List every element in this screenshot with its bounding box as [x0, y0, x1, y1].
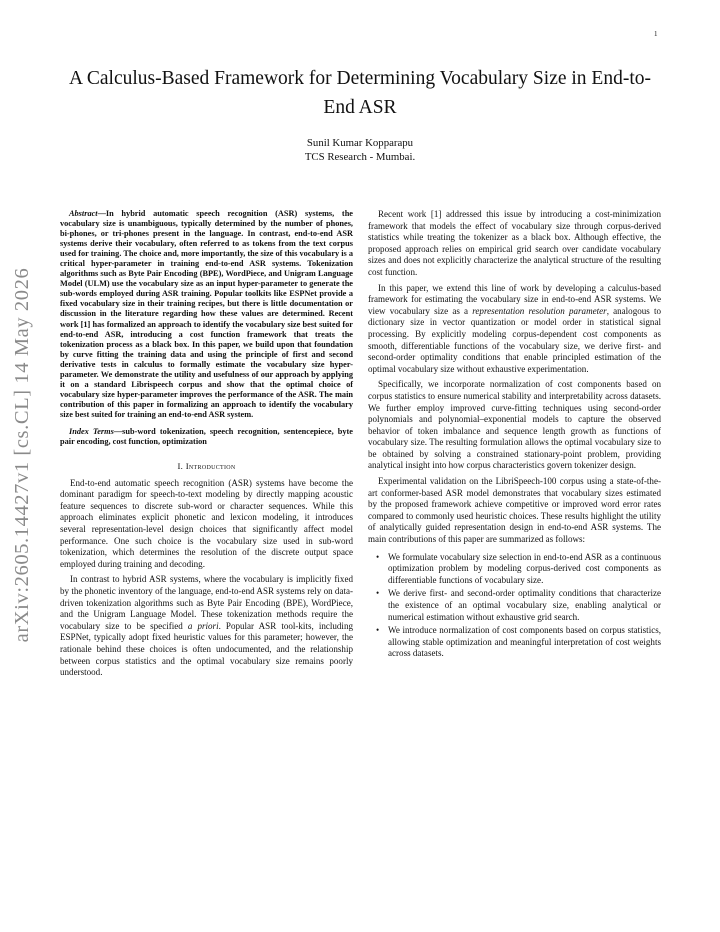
- abstract-lead: Abstract: [69, 209, 98, 218]
- section-heading-introduction: [60, 461, 353, 473]
- abstract: [60, 209, 353, 420]
- intro-p2-text-a: In contrast to hybrid ASR systems, where the vocabulary is implicitly fixed by the phonetic inventory of the language, end-to-end ASR systems rely on data-driven tokenization algorithms such as Byte Pair Encoding (BPE), WordPiece, and the Unigram Language Model. These tokenization methods require the vocabulary size to be specified: [60, 574, 353, 631]
- right-paragraph-1: Recent work [1] addressed this issue by introducing a cost-minimization framework that models the effect of vocabulary size through corpus-derived statistics while treating the tokenizer as a black box. Although effective, the proposed approach relies on empirical grid search over candidate vocabulary sizes and does not explicitly characterize the analytical structure of the resulting cost function.: [368, 209, 661, 277]
- left-column: [60, 209, 353, 679]
- section-number: I.: [177, 461, 184, 472]
- right-paragraph-3: Specifically, we incorporate normalization of cost components based on corpus statistics to ensure numerical stability and interpretability across datasets. We further employ improved curve-fitting techniques using second-order polynomials and polynomial–exponential models to capture the observed behavior of token imbalance and sequence length growth as functions of vocabulary size. The resulting formulation allows the optimal vocabulary size to be obtained by solving a constrained stationary-point problem, providing analytical insight into how corpus characteristics govern tokenizer design.: [368, 379, 661, 471]
- right-p2-emphasis: representation resolution parameter: [472, 305, 607, 316]
- arxiv-identifier: arXiv:2605.14427v1 [cs.CL] 14 May 2026: [11, 267, 33, 643]
- right-paragraph-2: [368, 283, 661, 376]
- intro-paragraph-2: [60, 574, 353, 678]
- author-name: Sunil Kumar Kopparapu: [306, 137, 414, 149]
- contribution-item: • We introduce normalization of cost components based on corpus statistics, allowing stable optimization and meaningful interpretation of cost weights across datasets.: [388, 625, 661, 660]
- right-column: [368, 209, 661, 662]
- page-number: 1: [654, 30, 658, 38]
- index-terms-text: —sub-word tokenization, speech recognition, sentencepiece, byte pair encoding, cost function, optimization: [60, 426, 353, 447]
- abstract-text: —In hybrid automatic speech recognition (ASR) systems, the vocabulary size is unambiguous, typically determined by the number of phones, bi-phones, or tri-phones present in the language. In contrast, end-to-end ASR systems derive their vocabulary, often referred to as tokens from the text corpus used for training. The choice and, more importantly, the size of this vocabulary is a critical hyper-parameter in training end-to-end ASR systems. Tokenization algorithms such as Byte Pair Encoding (BPE), WordPiece, and Unigram Language Model (ULM) use the vocabulary size as an input hyper-parameter to generate the sub-words employed during ASR training. Popular toolkits like ESPNet provide a fixed vocabulary size in their training recipes, but there is little documentation or discussion in the literature regarding how these values are determined. Recent work [1] has formalized an approach to identify the vocabulary size best suited for end-to-end ASR, introducing a cost function framework that treats the tokenization process as a black box. In this paper, we build upon that foundation by curve fitting the training data and using the principle of first and second derivative tests in calculus to formally estimate the vocabulary size hyper-parameter. We demonstrate the utility and usefulness of our approach by applying it on a standard Librispeech corpus and show that the optimal choice of vocabulary size hyper-parameter improves the performance of the ASR. The main contribution of this paper in formalizing an approach to identify the vocabulary size best suited for training an end-to-end ASR system.: [60, 209, 353, 419]
- index-terms: [60, 427, 353, 447]
- author-block: [160, 137, 560, 164]
- contributions-list: [368, 552, 661, 660]
- author-affiliation: TCS Research - Mumbai.: [304, 150, 416, 163]
- right-paragraph-4: Experimental validation on the LibriSpeech-100 corpus using a state-of-the-art conformer-based ASR model demonstrates that vocabulary sizes estimated by the proposed framework achieve competitive or improved word error rates compared to commonly used heuristic choices. These results highlight the utility of analytically guided representation design in end-to-end ASR systems. The main contributions of this paper are summarized as follows:: [368, 476, 661, 545]
- contribution-item: • We derive first- and second-order optimality conditions that characterize the existence of an optimal vocabulary size, enabling analytical or numerical estimation without exhaustive grid search.: [388, 588, 661, 623]
- intro-p2-text-b: . Popular ASR tool-kits, including ESPNet, typically adopt fixed heuristic values for this parameter; however, the rationale behind these choices is often undocumented, and the relationship between corpus statistics and the optimal vocabulary size remains poorly understood.: [60, 620, 353, 678]
- index-terms-lead: Index Terms: [69, 426, 114, 436]
- intro-p2-emphasis: a priori: [187, 620, 219, 631]
- paper-title: A Calculus-Based Framework for Determining Vocabulary Size in End-to-End ASR: [69, 68, 651, 118]
- contribution-item: • We formulate vocabulary size selection in end-to-end ASR as a continuous optimization problem by modeling corpus-derived cost components as differentiable functions of vocabulary size.: [388, 552, 661, 587]
- right-p2-text-a: In this paper, we extend this line of work by developing a calculus-based framework for estimating the vocabulary size in end-to-end ASR systems. We view vocabulary size as a: [368, 282, 661, 316]
- intro-paragraph-1: End-to-end automatic speech recognition (ASR) systems have become the dominant paradigm for speech-to-text modeling by directly mapping acoustic feature sequences to discrete sub-word or character sequences. While this approach eliminates explicit phonetic and lexicon modeling, it introduces several representation-level design choices that significantly affect model performance. One such choice is the vocabulary size used in sub-word tokenization, which determines the resolution of the discrete output space employed during training and decoding.: [60, 477, 353, 569]
- section-title: Introduction: [185, 461, 236, 472]
- right-p2-text-b: , analogous to dictionary size in vector quantization or model order in statistical signal processing. By explicitly modeling corpus-dependent cost components as smooth, differentiable functions of the vocabulary size, we derive first- and second-order optimality conditions that enable principled estimation of the optimal vocabulary size without exhaustive experimentation.: [368, 305, 661, 374]
